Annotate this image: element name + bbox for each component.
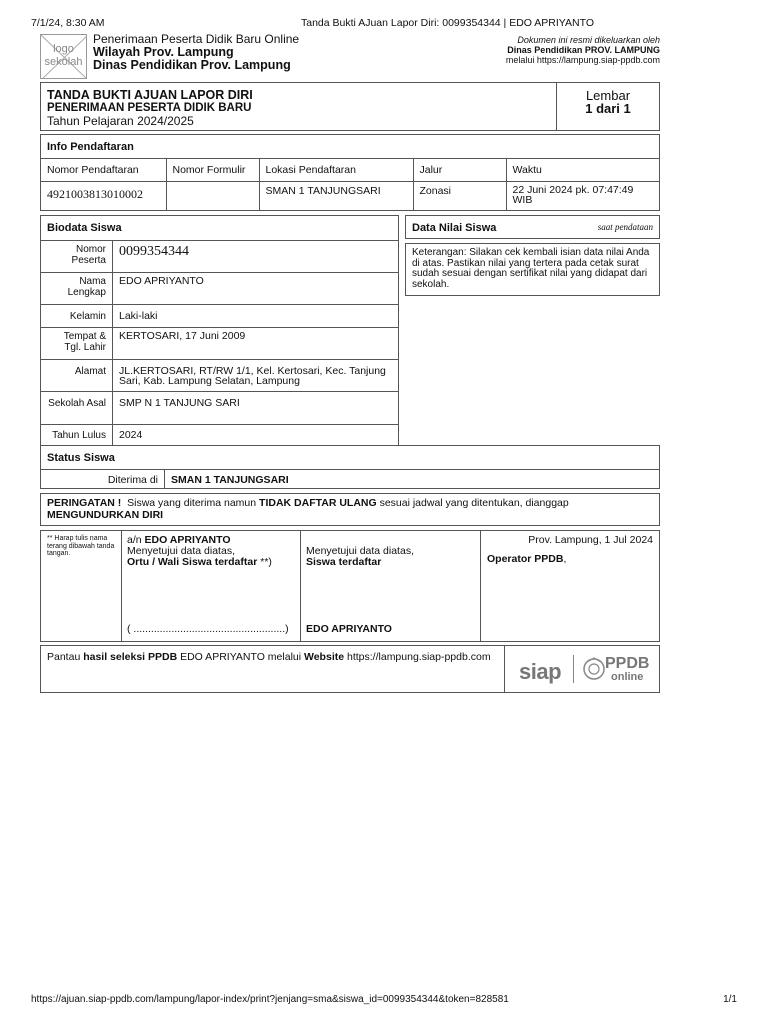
peringatan	[40, 493, 660, 526]
biodata-nomor-peserta: 0099354344	[119, 244, 189, 259]
biodata-label: Sekolah Asal	[41, 392, 113, 424]
sign-ortu-line-3: Ortu / Wali Siswa terdaftar	[127, 556, 258, 568]
sign-ortu	[122, 531, 301, 641]
sign-an: a/n	[127, 534, 142, 546]
info-header: Waktu	[506, 159, 659, 181]
sign-siswa-line-1: Menyetujui data diatas,	[306, 545, 414, 557]
sign-siswa	[301, 531, 481, 641]
print-page-number: 1/1	[723, 994, 737, 1005]
sign-siswa-line-2: Siswa terdaftar	[306, 556, 382, 568]
sign-ortu-suffix: **)	[260, 556, 272, 568]
biodata-alamat: JL.KERTOSARI, RT/RW 1/1, Kel. Kertosari, Kec. Tanjung Sari, Kab. Lampung Selatan, Lampung	[119, 365, 386, 387]
biodata-siswa	[40, 215, 399, 446]
print-footer	[31, 994, 737, 1008]
info-title: Info Pendaftaran	[41, 135, 659, 159]
biodata-tahun-lulus: 2024	[119, 429, 143, 441]
pantau-name: EDO APRIYANTO melalui	[180, 651, 302, 663]
doc-subtitle: PENERIMAAN PESERTA DIDIK BARU	[47, 102, 252, 114]
info-table	[41, 159, 659, 210]
header-right	[400, 35, 660, 65]
sign-operator-label: Operator PPDB	[487, 553, 564, 565]
biodata-row	[41, 304, 398, 327]
status-value: SMAN 1 TANJUNGSARI	[171, 474, 289, 486]
doc-title: TANDA BUKTI AJUAN LAPOR DIRI	[47, 88, 253, 102]
biodata-title: Biodata Siswa	[47, 222, 122, 234]
status-label: Diterima di	[41, 470, 165, 489]
nilai-keterangan: Keterangan: Silakan cek kembali isian data nilai Anda di atas. Pastikan nilai yang tertera pada cetak surat sudah sesuai dengan sertifikat nilai yang didapat dari sekolah.	[405, 243, 660, 296]
info-value-row	[41, 181, 659, 210]
info-header: Jalur	[413, 159, 506, 181]
print-url: https://ajuan.siap-ppdb.com/lampung/lapor-index/print?jenjang=sma&siswa_id=0099354344&token=828581	[31, 994, 509, 1005]
biodata-label: Tahun Lulus	[41, 425, 113, 445]
sign-ortu-name: EDO APRIYANTO	[144, 534, 231, 546]
info-header-row	[41, 159, 659, 181]
biodata-nama: EDO APRIYANTO	[119, 275, 204, 287]
sign-siswa-name: EDO APRIYANTO	[306, 623, 392, 635]
partner-logos	[504, 646, 659, 692]
school-logo-placeholder	[40, 34, 87, 79]
biodata-row	[41, 424, 398, 445]
pantau-url[interactable]: https://lampung.siap-ppdb.com	[347, 651, 491, 663]
doc-year: Tahun Pelajaran 2024/2025	[47, 114, 194, 128]
info-header: Nomor Pendaftaran	[41, 159, 166, 181]
warning-text-2: sesuai jadwal yang ditentukan, dianggap	[379, 497, 569, 509]
lembar-box	[556, 83, 659, 130]
warning-bold-2: MENGUNDURKAN DIRI	[47, 508, 164, 521]
warning-prefix: PERINGATAN !	[47, 497, 122, 509]
nilai-title: Data Nilai Siswa	[412, 222, 497, 234]
biodata-ttl: KERTOSARI, 17 Juni 2009	[119, 330, 246, 342]
warning-bold-1: TIDAK DAFTAR ULANG	[259, 497, 377, 509]
header-right-line-1: Dokumen ini resmi dikeluarkan oleh	[517, 35, 660, 45]
status-siswa	[40, 445, 660, 489]
ppdb-emblem-icon	[583, 656, 605, 682]
header-line-3: Dinas Pendidikan Prov. Lampung	[93, 58, 291, 72]
print-title: Tanda Bukti AJuan Lapor Diri: 0099354344 | EDO APRIYANTO	[301, 17, 595, 29]
biodata-row	[41, 391, 398, 424]
print-datetime: 7/1/24, 8:30 AM	[31, 17, 105, 29]
pantau-section	[40, 645, 660, 693]
data-nilai-siswa	[405, 215, 660, 239]
title-box	[40, 82, 660, 131]
biodata-label: Tempat & Tgl. Lahir	[41, 328, 113, 359]
pantau-prefix: Pantau	[47, 651, 81, 663]
biodata-kelamin: Laki-laki	[119, 310, 158, 322]
warning-text-1: Siswa yang diterima namun	[127, 497, 257, 509]
header-line-2: Wilayah Prov. Lampung	[93, 45, 234, 59]
status-title: Status Siswa	[41, 446, 659, 470]
header-left	[93, 33, 299, 72]
info-pendaftaran	[40, 134, 660, 211]
biodata-label: Nomor Peserta	[41, 241, 113, 272]
info-header: Lokasi Pendaftaran	[259, 159, 413, 181]
info-nomor-formulir	[166, 181, 259, 210]
pantau-bold-2: Website	[304, 651, 345, 663]
lembar-label: Lembar	[585, 88, 631, 103]
ppdb-logo-text: PPDB	[605, 655, 650, 672]
ppdb-online-logo	[583, 654, 655, 686]
biodata-sekolah-asal: SMP N 1 TANJUNG SARI	[119, 397, 240, 409]
sign-note: ** Harap tulis nama terang dibawah tanda tangan.	[41, 531, 122, 641]
biodata-label: Alamat	[41, 360, 113, 391]
sign-ortu-blank: ( ....................................................)	[127, 623, 289, 635]
logo-separator	[573, 655, 574, 683]
sign-operator	[481, 531, 659, 641]
info-nomor-pendaftaran: 4921003813010002	[41, 181, 166, 210]
pantau-text	[47, 651, 491, 663]
sign-operator-suffix: ,	[563, 553, 567, 565]
biodata-row	[41, 240, 398, 272]
biodata-label: Kelamin	[41, 305, 113, 327]
biodata-row	[41, 272, 398, 304]
biodata-label: Nama Lengkap	[41, 273, 113, 304]
nilai-subtitle: saat pendataan	[597, 222, 653, 232]
header-right-line-3: melalui https://lampung.siap-ppdb.com	[505, 55, 660, 65]
pantau-bold-1: hasil seleksi PPDB	[83, 651, 178, 663]
siap-logo: siap	[519, 659, 562, 684]
info-lokasi: SMAN 1 TANJUNGSARI	[259, 181, 413, 210]
info-jalur: Zonasi	[413, 181, 506, 210]
sign-date: Prov. Lampung, 1 Jul 2024	[528, 534, 653, 546]
info-header: Nomor Formulir	[166, 159, 259, 181]
header-right-line-2: Dinas Pendidikan PROV. LAMPUNG	[507, 45, 660, 55]
info-waktu: 22 Juni 2024 pk. 07:47:49 WIB	[512, 183, 634, 206]
signature-section	[40, 530, 660, 642]
logo-text-2: sekolah	[44, 56, 83, 68]
lembar-value: 1 dari 1	[585, 101, 631, 116]
biodata-row	[41, 327, 398, 359]
ppdb-logo-subtext: online	[611, 671, 644, 683]
biodata-row	[41, 359, 398, 391]
header-line-1: Penerimaan Peserta Didik Baru Online	[93, 32, 300, 46]
logo-text-1: logo	[53, 43, 74, 55]
sign-ortu-line-2: Menyetujui data diatas,	[127, 545, 235, 557]
print-header	[31, 17, 737, 31]
